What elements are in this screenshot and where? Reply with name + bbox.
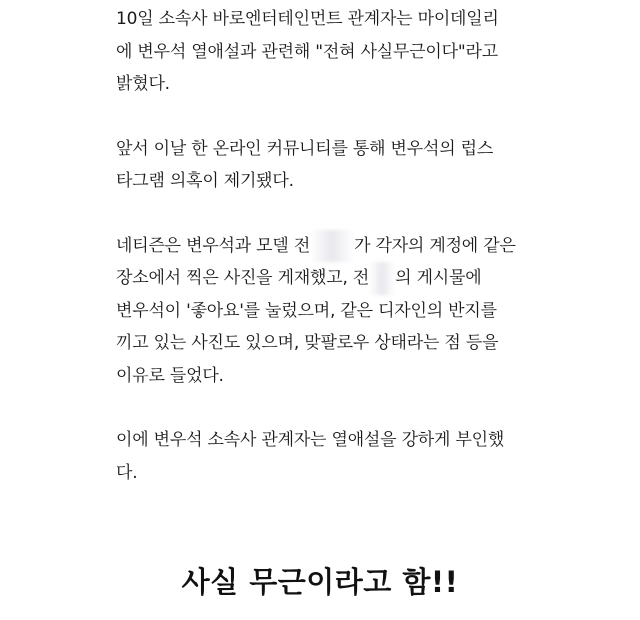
paragraph-netizen-evidence bbox=[116, 230, 536, 393]
text-line: 다. bbox=[116, 462, 138, 483]
text-line: 밝혔다. bbox=[116, 74, 170, 94]
paragraph-rumor-raised bbox=[116, 133, 536, 198]
text-line: 타그램 의혹이 제기됐다. bbox=[116, 171, 294, 191]
text-line: 앞서 이날 한 온라인 커뮤니티를 통해 변우석의 럽스 bbox=[116, 138, 494, 159]
text-line: 이에 변우석 소속사 관계자는 열애설을 강하게 부인했 bbox=[116, 430, 505, 450]
redacted-name bbox=[369, 262, 395, 295]
text-segment: 의 게시물에 bbox=[395, 268, 482, 288]
text-line: 변우석이 '좋아요'를 눌렀으며, 같은 디자인의 반지를 bbox=[116, 300, 497, 321]
text-line bbox=[116, 230, 536, 263]
text-line: 이유로 들었다. bbox=[116, 365, 224, 386]
text-segment: 네티즌은 변우석과 모델 전 bbox=[116, 235, 311, 256]
text-segment: 가 각자의 계정에 같은 bbox=[354, 235, 516, 256]
paragraph-agency-statement bbox=[116, 3, 536, 101]
paragraph-denial bbox=[116, 424, 536, 489]
text-line: 끼고 있는 사진도 있으며, 맞팔로우 상태라는 점 등을 bbox=[116, 333, 499, 353]
article-body bbox=[116, 0, 536, 489]
text-line: 10일 소속사 바로엔터테인먼트 관계자는 마이데일리 bbox=[116, 9, 499, 29]
text-line: 에 변우석 열애설과 관련해 "전혀 사실무근이다"라고 bbox=[116, 41, 498, 62]
redacted-name bbox=[310, 230, 354, 263]
caption-text: 사실 무근이라고 함!! bbox=[181, 565, 459, 599]
text-segment: 장소에서 찍은 사진을 게재했고, 전 bbox=[116, 268, 370, 288]
text-line bbox=[116, 262, 536, 295]
